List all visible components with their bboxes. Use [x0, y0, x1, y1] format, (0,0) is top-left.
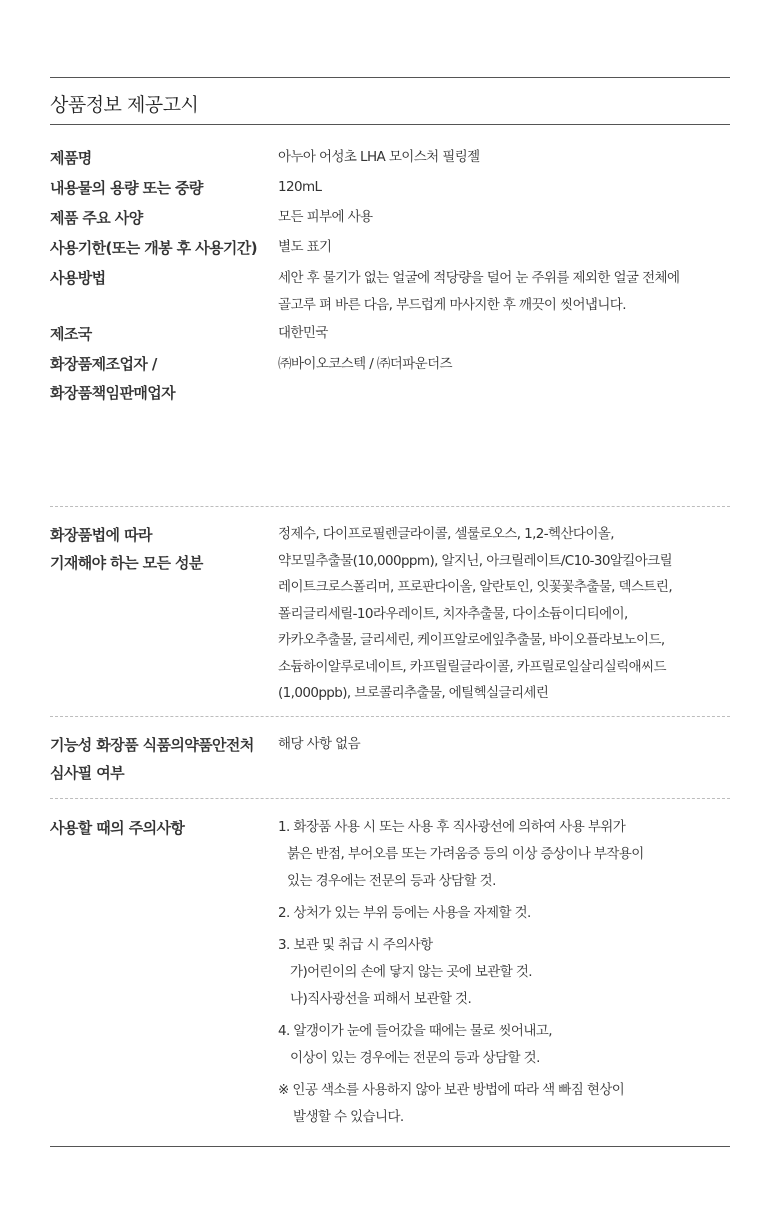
row-value-expiry: 별도 표기 [278, 239, 332, 255]
section-divider [50, 716, 730, 717]
top-divider [50, 77, 730, 78]
row-label-manufacturer: 화장품제조업자 / 화장품책임판매업자 [50, 355, 176, 402]
caution-list [278, 814, 730, 1136]
caution-label: 사용할 때의 주의사항 [50, 819, 185, 837]
ingredients-label: 화장품법에 따라 기재해야 하는 모든 성분 [50, 526, 203, 572]
functional-value: 해당 사항 없음 [278, 736, 361, 752]
row-label-expiry: 사용기한(또는 개봉 후 사용기간) [50, 239, 257, 257]
row-label-spec: 제품 주요 사양 [50, 209, 143, 227]
row-value-spec: 모든 피부에 사용 [278, 209, 373, 225]
caution-item: 1. 화장품 사용 시 또는 사용 후 직사광선에 의하여 사용 부위가 붉은 반점, 부어오름 또는 가려움증 등의 이상 증상이나 부작용이 있는 경우에는 전문의 등과 상담할 것. [278, 819, 644, 889]
row-label-origin: 제조국 [50, 325, 92, 343]
section-divider [50, 798, 730, 799]
row-label-usage: 사용방법 [50, 269, 106, 287]
caution-item: 3. 보관 및 취급 시 주의사항 가)어린이의 손에 닿지 않는 곳에 보관할 것. 나)직사광선을 피해서 보관할 것. [278, 937, 533, 1007]
row-label-product-name: 제품명 [50, 149, 92, 167]
bottom-divider [50, 1146, 730, 1147]
row-value-capacity: 120mL [278, 179, 322, 195]
title-divider [50, 124, 730, 125]
row-value-usage: 세안 후 물기가 없는 얼굴에 적당량을 덜어 눈 주위를 제외한 얼굴 전체에 골고루 펴 바른 다음, 부드럽게 마사지한 후 깨끗이 씻어냅니다. [278, 270, 680, 313]
row-value-product-name: 아누아 어성초 LHA 모이스처 필링젤 [278, 149, 480, 165]
section-divider [50, 506, 730, 507]
functional-label: 기능성 화장품 식품의약품안전처 심사필 여부 [50, 736, 254, 782]
caution-item: 2. 상처가 있는 부위 등에는 사용을 자제할 것. [278, 905, 531, 921]
caution-item: 4. 알갱이가 눈에 들어갔을 때에는 물로 씻어내고, 이상이 있는 경우에는 전문의 등과 상담할 것. [278, 1023, 552, 1066]
row-value-manufacturer: ㈜바이오코스텍 / ㈜더파운더즈 [278, 356, 452, 372]
row-value-origin: 대한민국 [278, 325, 328, 341]
ingredients-value: 정제수, 다이프로필렌글라이콜, 셀룰로오스, 1,2-헥산다이올, 약모밀추출물(10,000ppm), 알지닌, 아크릴레이트/C10-30알킬아크릴 레이트크로스폴리머, 프로판다이올, 알란토인, 잇꽃꽃추출물, 덱스트린, 폴리글리세릴-10라우레이트, 치자추출물, 다이소듐이디티에이, 카카오추출물, 글리세린, 케이프알로에잎추출물, 바이오플라보노이드, 소듐하이알루로네이트, 카프릴릴글라이콜, 카프릴로일살리실릭애씨드 (1,000ppb), 브로콜리추출물, 에틸헥실글리세린 [278, 526, 673, 701]
row-label-capacity: 내용물의 용량 또는 중량 [50, 179, 203, 197]
page-title: 상품정보 제공고시 [50, 94, 199, 116]
caution-note: ※ 인공 색소를 사용하지 않아 보관 방법에 따라 색 빠짐 현상이 발생할 수 있습니다. [278, 1082, 625, 1125]
